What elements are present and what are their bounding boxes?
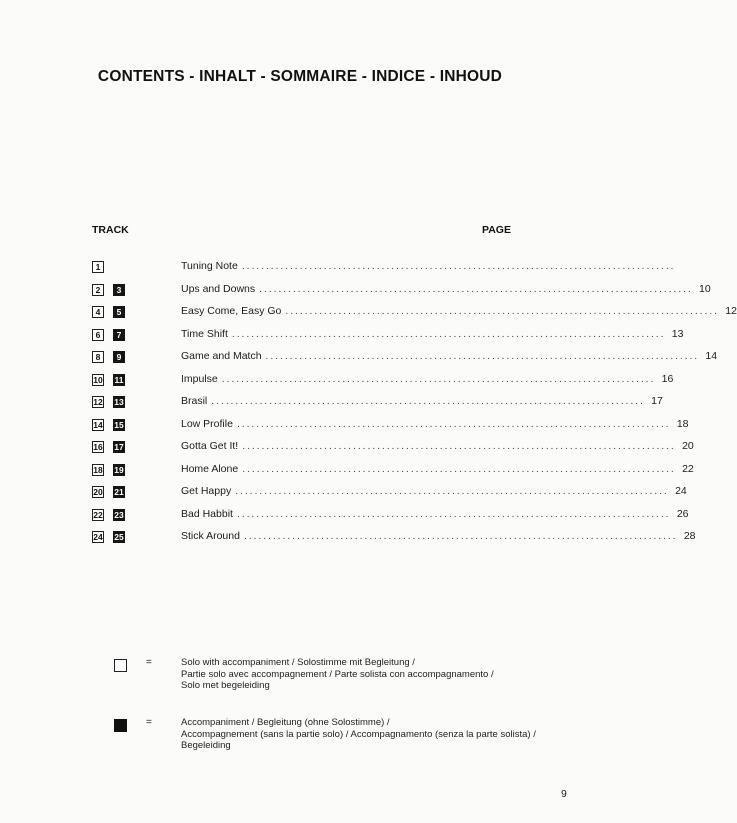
solo-track-badge: 18 [93, 465, 103, 475]
leader-dots: .......................................................................................... [259, 283, 693, 295]
list-item [0, 508, 689, 525]
leader-dots: .......................................................................................... [285, 305, 719, 317]
accompaniment-track-badge: 11 [114, 375, 124, 385]
accompaniment-square-icon [114, 719, 127, 732]
entry-title: Time Shift [181, 328, 228, 340]
track-column-header: TRACK [92, 224, 129, 236]
entry-title: Brasil [181, 395, 208, 407]
entry-title: Tuning Note [181, 260, 238, 272]
accompaniment-track-badge: 3 [113, 284, 125, 296]
leader-dots: .......................................................................................... [221, 373, 656, 385]
legend-equals: = [146, 657, 152, 668]
legend-line: Solo with accompaniment / Solostimme mit Begleitung / [181, 657, 415, 668]
entry-page: 28 [683, 530, 696, 542]
leader-dots: .......................................................................................... [235, 485, 669, 497]
legend-line: Accompagnement (sans la partie solo) / Accompagnamento (senza la parte solista) / [181, 728, 536, 740]
list-item [0, 395, 663, 412]
leader-dots: .......................................................................................... [231, 328, 666, 340]
accompaniment-track-badge: 21 [114, 487, 124, 497]
solo-track-badge: 4 [92, 306, 104, 318]
accompaniment-track-badge: 25 [114, 532, 124, 542]
entry-title: Get Happy [181, 485, 232, 497]
solo-track-badge: 12 [93, 397, 103, 407]
list-item [0, 530, 696, 547]
solo-track-badge: 10 [93, 375, 103, 385]
accompaniment-track-badge: 7 [113, 329, 125, 341]
legend-line: Partie solo avec accompagnement / Parte solista con accompagnamento / [181, 668, 494, 680]
entry-page: 10 [699, 283, 711, 295]
legend-line: Begeleiding [181, 740, 231, 751]
solo-track-badge: 2 [92, 284, 104, 296]
solo-track-badge: 14 [93, 420, 103, 430]
entry-page: 13 [671, 328, 684, 340]
leader-dots: .......................................................................................... [241, 260, 676, 272]
accompaniment-track-badge: 13 [114, 397, 124, 407]
list-item [0, 418, 689, 435]
entry-page: 17 [651, 395, 663, 407]
entry-page: 14 [705, 350, 718, 362]
list-item [0, 485, 687, 502]
list-item [0, 373, 674, 390]
entry-page: 22 [682, 463, 694, 475]
leader-dots: .......................................................................................... [242, 463, 676, 475]
entry-title: Ups and Downs [181, 283, 256, 295]
accompaniment-track-badge: 17 [114, 442, 124, 452]
entry-title: Game and Match [181, 350, 262, 362]
list-item [0, 463, 694, 480]
leader-dots: .......................................................................................... [243, 530, 678, 542]
legend-line: Accompaniment / Begleitung (ohne Solostimme) / [181, 717, 390, 728]
page-title: CONTENTS - INHALT - SOMMAIRE - INDICE - INHOUD [97, 68, 503, 85]
legend-accompaniment-text [181, 717, 561, 752]
leader-dots: .......................................................................................... [236, 508, 671, 520]
entry-title: Low Profile [181, 418, 233, 430]
solo-track-badge: 22 [93, 510, 103, 520]
solo-track-badge: 20 [93, 487, 103, 497]
entry-page: 20 [682, 440, 694, 452]
accompaniment-track-badge: 23 [114, 510, 124, 520]
entry-page: 26 [676, 508, 689, 520]
accompaniment-track-badge: 15 [114, 420, 124, 430]
leader-dots: .......................................................................................... [242, 440, 676, 452]
list-item [0, 328, 684, 345]
solo-track-badge: 16 [93, 442, 103, 452]
solo-track-badge: 24 [93, 532, 103, 542]
entry-page: 12 [725, 305, 737, 317]
legend-equals: = [146, 717, 152, 728]
list-item [0, 350, 718, 367]
entry-title: Impulse [181, 373, 218, 385]
solo-track-badge: 8 [92, 351, 104, 363]
list-item [0, 283, 711, 300]
list-item [0, 260, 676, 277]
solo-track-badge: 6 [92, 329, 104, 341]
legend-solo-text [181, 657, 561, 692]
accompaniment-track-badge: 5 [113, 306, 125, 318]
legend-accompaniment [0, 714, 600, 754]
entry-title: Bad Habbit [181, 508, 233, 520]
legend-line: Solo met begeleiding [181, 680, 270, 691]
page-number: 9 [561, 788, 567, 800]
entry-title: Gotta Get It! [181, 440, 239, 452]
entry-page: 18 [676, 418, 689, 430]
entry-page: 24 [675, 485, 687, 497]
entry-page: 16 [661, 373, 674, 385]
list-item [0, 305, 737, 322]
entry-title: Home Alone [181, 463, 239, 475]
leader-dots: .......................................................................................... [211, 395, 645, 407]
leader-dots: .......................................................................................... [265, 350, 700, 362]
solo-square-icon [114, 659, 127, 672]
solo-track-badge: 1 [92, 261, 104, 273]
entry-title: Easy Come, Easy Go [181, 305, 282, 317]
legend-solo [0, 655, 600, 695]
list-item [0, 440, 694, 457]
accompaniment-track-badge: 19 [114, 465, 124, 475]
accompaniment-track-badge: 9 [113, 351, 125, 363]
page-column-header: PAGE [482, 224, 511, 236]
leader-dots: .......................................................................................... [236, 418, 671, 430]
entry-title: Stick Around [181, 530, 240, 542]
